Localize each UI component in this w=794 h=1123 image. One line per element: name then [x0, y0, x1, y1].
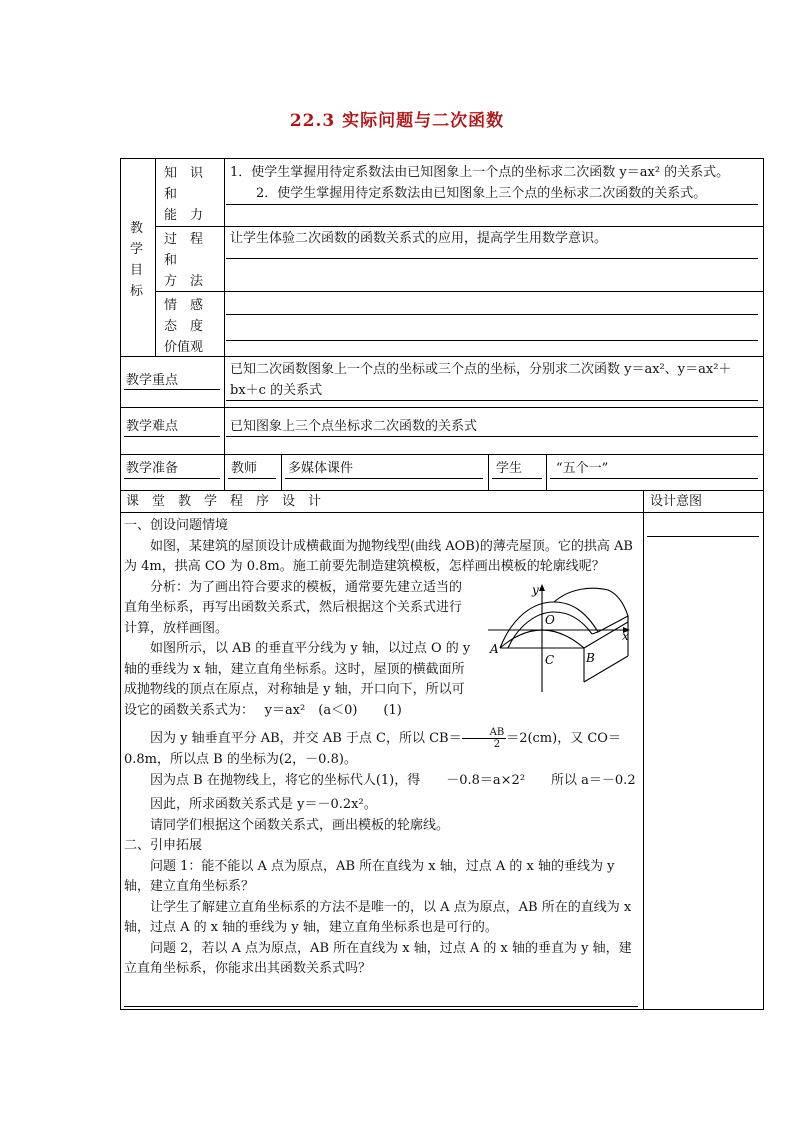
col-line-subitem: [224, 158, 225, 490]
figure-label-c: C: [545, 653, 555, 667]
rule-line: [285, 478, 483, 479]
rule-line: [226, 314, 758, 315]
rule-line: [124, 478, 220, 479]
rule-line: [226, 400, 758, 401]
process-label: 过 程 和 方 法: [164, 232, 204, 289]
fraction-ab-over-2: $\frac{AB}{2}$: [462, 727, 507, 750]
rule-line: [124, 436, 220, 437]
row-line-knowledge: [155, 226, 764, 227]
figure-label-y: y: [532, 583, 539, 597]
teacher-value: 多媒体课件: [288, 461, 354, 476]
col-line-design: [643, 490, 644, 1010]
row-line-prep: [120, 454, 764, 455]
design-header: 设计意图: [650, 494, 703, 509]
col-line-student-value: [546, 454, 547, 490]
knowledge-goal-2: 2．使学生掌握用待定系数法由已知图象上三个点的坐标求二次函数的关系式。: [256, 186, 707, 201]
row-line-difficulty: [120, 407, 764, 408]
key-point-line-2: bx＋c 的关系式: [230, 383, 323, 398]
rule-line: [647, 536, 759, 537]
paragraph: 因为 y 轴垂直平分 AB，并交 AB 于点 C，所以 CB＝ $\frac{AB}{2}$ ＝2(cm)，又 CO＝0.8m，所以点 B 的坐标为(2，－0.8)。: [124, 727, 621, 767]
teacher-label: 教师: [231, 461, 258, 476]
row-line-process: [155, 291, 764, 292]
rule-line: [226, 204, 758, 205]
figure-label-a: A: [490, 642, 499, 656]
rule-line: [550, 478, 758, 479]
paragraph: 让学生了解建立直角坐标系的方法不是唯一的，以 A 点为原点，AB 所在的直线为 x 轴，过点 A 的 x 轴的垂线为 y 轴，建立直角坐标系也是可行的。: [124, 899, 632, 935]
col-line-student: [488, 454, 489, 490]
paragraph: 问题 2，若以 A 点为原点，AB 所在直线为 x 轴，过点 A 的 x 轴的垂直为 y 轴，建立直角坐标系，你能求出其函数关系式吗？: [124, 940, 632, 976]
procedure-header: 课 堂 教 学 程 序 设 计: [126, 494, 322, 509]
paragraph: 如图，某建筑的屋顶设计成横截面为抛物线型(曲线 AOB)的薄壳屋顶。它的拱高 AB 为 4m，拱高 CO 为 0.8m。施工前要先制造建筑模板，怎样画出模板的轮廓线呢？: [124, 538, 633, 574]
key-point-line-1: 已知二次函数图象上一个点的坐标或三个点的坐标，分别求二次函数 y＝ax²、y＝ax²＋: [230, 362, 732, 377]
figure-label-o: O: [545, 613, 555, 627]
emotion-label: 情 感 态 度 价值观: [164, 298, 204, 355]
rule-line: [492, 478, 542, 479]
section-2-title: 二、引申拓展: [124, 838, 203, 853]
col-line-teacher: [281, 454, 282, 490]
knowledge-label: 知 识 和 能 力: [164, 166, 204, 223]
rule-line: [226, 258, 758, 259]
figure-label-x: x: [622, 629, 629, 643]
paragraph: 如图所示，以 AB 的垂直平分线为 y 轴，以过点 O 的 y 轴的垂线为 x 轴，建立直角坐标系。这时，屋顶的横截面所成抛物线的顶点在原点，对称轴是 y 轴，开口向下，所以可设它的函数关系式为： y＝ax² (a＜0) (1): [124, 641, 471, 718]
figure-label-b: B: [586, 651, 595, 665]
objectives-label: 教 学 目 标: [130, 221, 144, 299]
paragraph: 因为点 B 在抛物线上，将它的坐标代人(1)，得 －0.8＝a×2² 所以 a＝－0.2: [150, 772, 636, 788]
paragraph: 请同学们根据这个函数关系式，画出模板的轮廓线。: [150, 817, 450, 833]
page-title: 22.3 实际问题与二次函数: [289, 111, 505, 131]
row-line-key: [120, 356, 764, 357]
section-1-title: 一、创设问题情境: [124, 518, 229, 533]
rule-line: [228, 478, 276, 479]
preparation-label: 教学准备: [126, 461, 179, 476]
difficulty-text: 已知图象上三个点坐标求二次函数的关系式: [230, 419, 478, 434]
knowledge-goal-1: 1．使学生掌握用待定系数法由已知图象上一个点的坐标求二次函数 y＝ax² 的关系式。: [230, 165, 730, 180]
difficulty-label: 教学难点: [126, 419, 179, 434]
col-line-objective-label: [155, 158, 156, 356]
paragraph: 分析：为了画出符合要求的模板，通常要先建立适当的直角坐标系，再写出函数关系式，然后根据这个关系式进行计算，放样画图。: [124, 579, 463, 636]
student-value: “五个一”: [556, 461, 609, 476]
key-point-label: 教学重点: [126, 373, 179, 388]
process-goal: 让学生体验二次函数的函数关系式的应用，提高学生用数学意识。: [230, 231, 608, 246]
roof-parabola-figure: [488, 582, 638, 694]
rule-line: [124, 1006, 638, 1007]
row-line-procedure-header: [120, 512, 764, 513]
student-label: 学生: [496, 461, 523, 476]
row-line-procedure: [120, 490, 764, 491]
paragraph: 问题 1：能不能以 A 点为原点，AB 所在直线为 x 轴，过点 A 的 x 轴的垂线为 y 轴，建立直角坐标系？: [124, 858, 615, 894]
rule-line: [226, 436, 758, 437]
rule-line: [226, 340, 758, 341]
paragraph: 因此，所求函数关系式是 y＝－0.2x²。: [150, 797, 377, 812]
